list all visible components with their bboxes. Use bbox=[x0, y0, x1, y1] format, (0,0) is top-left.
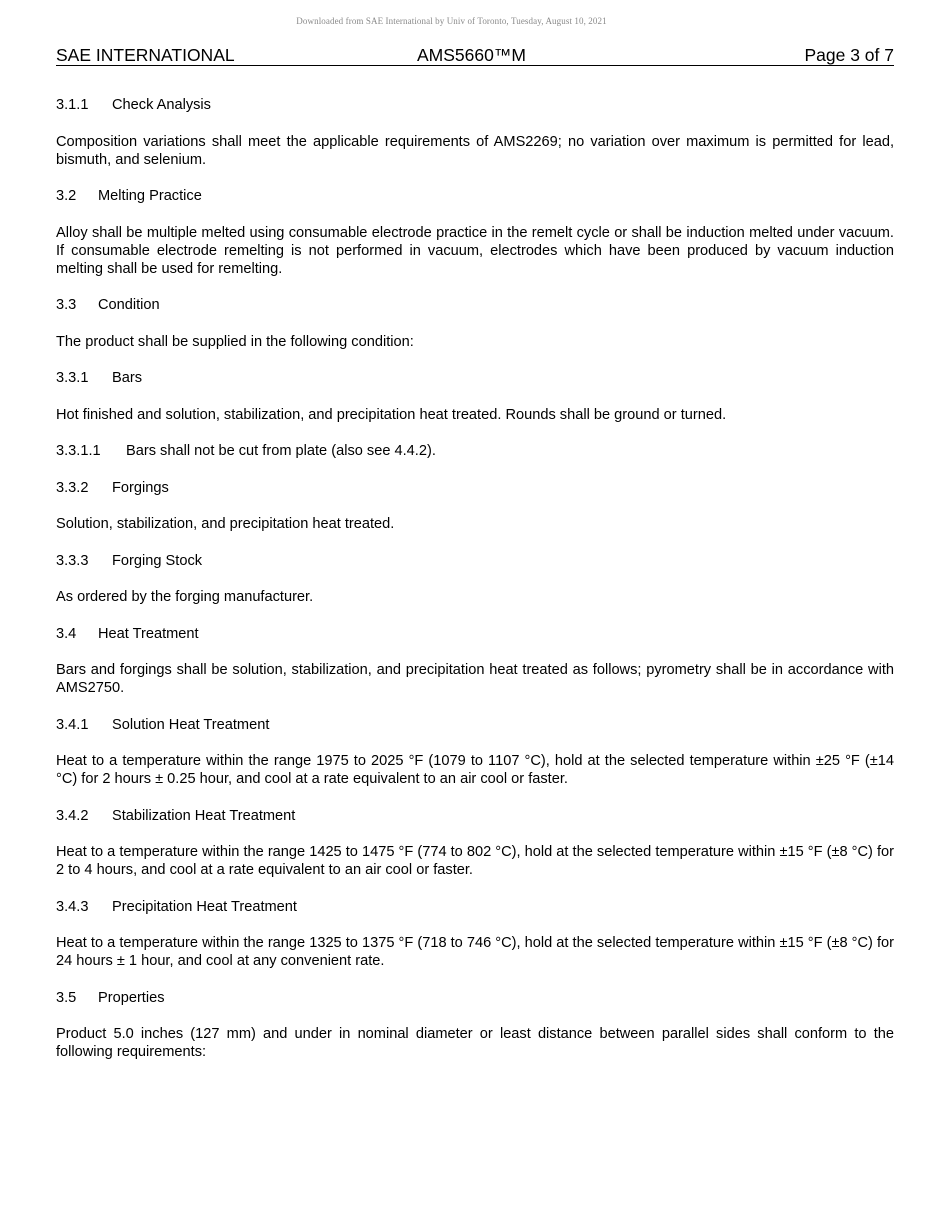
section-heading bbox=[56, 369, 894, 387]
section-heading bbox=[56, 898, 894, 916]
section-heading bbox=[56, 442, 894, 460]
section-title: Condition bbox=[98, 297, 160, 313]
section-title: Precipitation Heat Treatment bbox=[112, 898, 297, 915]
paragraph: Solution, stabilization, and precipitation heat treated. bbox=[56, 516, 395, 532]
section-title: Properties bbox=[98, 989, 165, 1006]
section-title: Bars shall not be cut from plate (also see 4.4.2). bbox=[126, 443, 436, 459]
section-number: 3.4.1 bbox=[56, 716, 89, 733]
section-heading bbox=[56, 625, 894, 643]
section-number: 3.3.3 bbox=[56, 552, 89, 569]
section-title: Forging Stock bbox=[112, 552, 203, 569]
paragraph: Composition variations shall meet the applicable requirements of AMS2269; no variation over maximum is permitted for lead, bismuth, and selenium. bbox=[56, 133, 894, 168]
paragraph: Heat to a temperature within the range 1425 to 1475 °F (774 to 802 °C), hold at the selected temperature within ±15 °F (±8 °C) for 2 to 4 hours, and cool at a rate equivalent to an air cool or faster. bbox=[56, 844, 894, 878]
section-heading bbox=[56, 479, 894, 497]
section-heading bbox=[56, 989, 894, 1007]
header-page-number: Page 3 of 7 bbox=[804, 45, 894, 65]
document-body bbox=[56, 96, 894, 1080]
section-title: Melting Practice bbox=[98, 188, 202, 204]
paragraph: Alloy shall be multiple melted using consumable electrode practice in the remelt cycle or shall be induction melted under vacuum. If consumable electrode remelting is not performed in vacuum, electrodes which have been produced by vacuum induction melting shall be used for remelting. bbox=[56, 224, 894, 277]
paragraph: Heat to a temperature within the range 1975 to 2025 °F (1079 to 1107 °C), hold at the selected temperature within ±25 °F (±14 °C) for 2 hours ± 0.25 hour, and cool at a rate equivalent to an air cool or faster. bbox=[56, 753, 894, 787]
section-number: 3.3.2 bbox=[56, 479, 89, 496]
paragraph: As ordered by the forging manufacturer. bbox=[56, 589, 314, 605]
paragraph: Heat to a temperature within the range 1325 to 1375 °F (718 to 746 °C), hold at the selected temperature within ±15 °F (±8 °C) for 24 hours ± 1 hour, and cool at any convenient rate. bbox=[56, 935, 894, 969]
section-number: 3.4 bbox=[56, 625, 77, 642]
section-number: 3.2 bbox=[56, 188, 77, 204]
paragraph: Hot finished and solution, stabilization, and precipitation heat treated. Rounds shall be ground or turned. bbox=[56, 406, 727, 423]
section-title: Bars bbox=[112, 370, 143, 386]
section-title: Check Analysis bbox=[112, 97, 211, 113]
paragraph: Bars and forgings shall be solution, stabilization, and precipitation heat treated as follows; pyrometry shall be in accordance with AMS2750. bbox=[56, 662, 894, 696]
header-document-id: AMS5660™M bbox=[417, 45, 526, 65]
section-heading bbox=[56, 296, 894, 314]
section-number: 3.3.1 bbox=[56, 370, 89, 386]
section-title: Solution Heat Treatment bbox=[112, 716, 270, 733]
section-title: Stabilization Heat Treatment bbox=[112, 807, 296, 824]
section-number: 3.4.2 bbox=[56, 807, 89, 824]
page-header bbox=[56, 44, 894, 66]
paragraph: Product 5.0 inches (127 mm) and under in nominal diameter or least distance between parallel sides shall conform to the following requirements: bbox=[56, 1026, 894, 1060]
section-heading bbox=[56, 552, 894, 570]
section-heading bbox=[56, 96, 894, 114]
section-heading bbox=[56, 807, 894, 825]
section-number: 3.3.1.1 bbox=[56, 443, 101, 459]
section-number: 3.4.3 bbox=[56, 898, 89, 915]
section-number: 3.3 bbox=[56, 297, 77, 313]
section-number: 3.5 bbox=[56, 989, 77, 1006]
section-title: Forgings bbox=[112, 479, 169, 496]
section-heading bbox=[56, 716, 894, 734]
section-title: Heat Treatment bbox=[98, 625, 199, 642]
download-watermark: Downloaded from SAE International by Univ of Toronto, Tuesday, August 10, 2021 bbox=[296, 16, 607, 26]
paragraph: The product shall be supplied in the following condition: bbox=[56, 333, 414, 350]
section-number: 3.1.1 bbox=[56, 97, 89, 113]
section-heading bbox=[56, 187, 894, 205]
header-organization: SAE INTERNATIONAL bbox=[56, 45, 235, 65]
